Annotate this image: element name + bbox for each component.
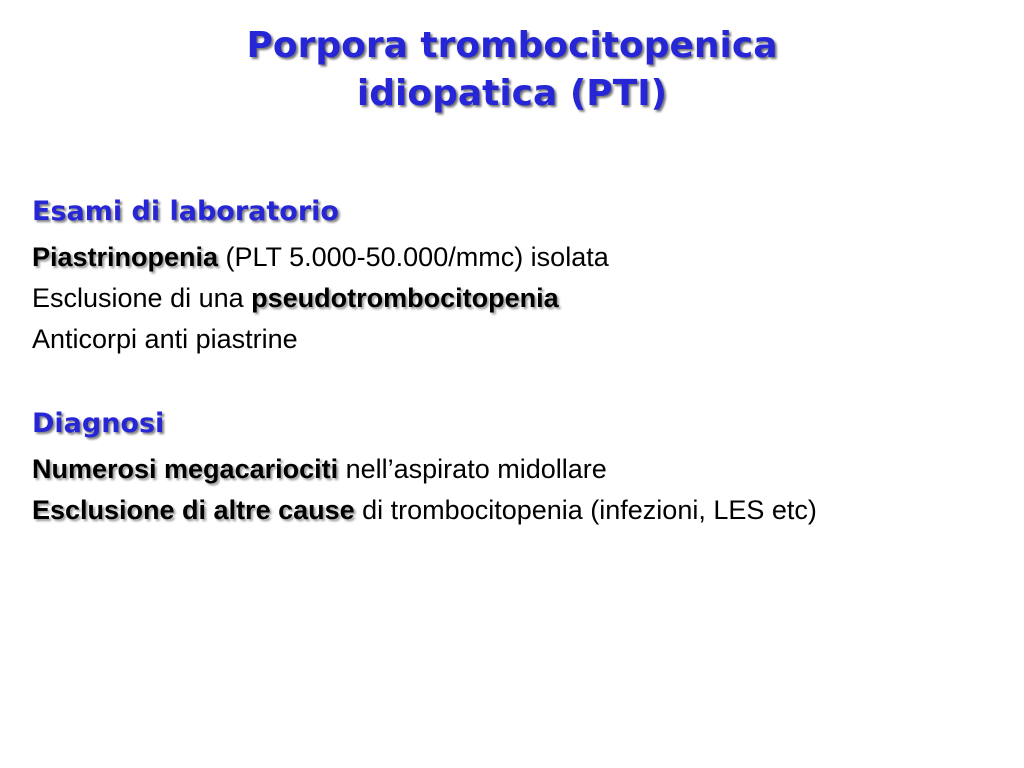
lab-line-platelets <box>32 237 982 278</box>
title-line-1: Porpora trombocitopenica <box>246 25 778 66</box>
lab-line-pseudo-bold: pseudotrombocitopenia <box>251 283 559 313</box>
title-line-2: idiopatica (PTI) <box>356 73 668 114</box>
diagnosis-line-exclusion-rest: di trombocitopenia (infezioni, LES etc) <box>354 495 817 525</box>
lab-line-pseudo <box>32 278 982 319</box>
slide-title <box>0 22 1024 118</box>
lab-section-heading: Esami di laboratorio <box>32 196 339 227</box>
lab-line-pseudo-pre: Esclusione di una <box>32 283 252 313</box>
diagnosis-line-megakaryocytes <box>32 449 982 490</box>
diagnosis-line-megakaryocytes-bold: Numerosi megacariociti <box>32 454 339 484</box>
lab-line-platelets-bold: Piastrinopenia <box>32 242 219 272</box>
diagnosis-line-megakaryocytes-rest: nell’aspirato midollare <box>338 454 607 484</box>
lab-line-platelets-rest: (PLT 5.000-50.000/mmc) isolata <box>218 242 609 272</box>
diagnosis-line-exclusion <box>32 490 982 531</box>
lab-line-antibodies: Anticorpi anti piastrine <box>32 324 298 354</box>
diagnosis-line-exclusion-bold: Esclusione di altre cause <box>32 495 355 525</box>
diagnosis-section-heading: Diagnosi <box>32 408 165 439</box>
